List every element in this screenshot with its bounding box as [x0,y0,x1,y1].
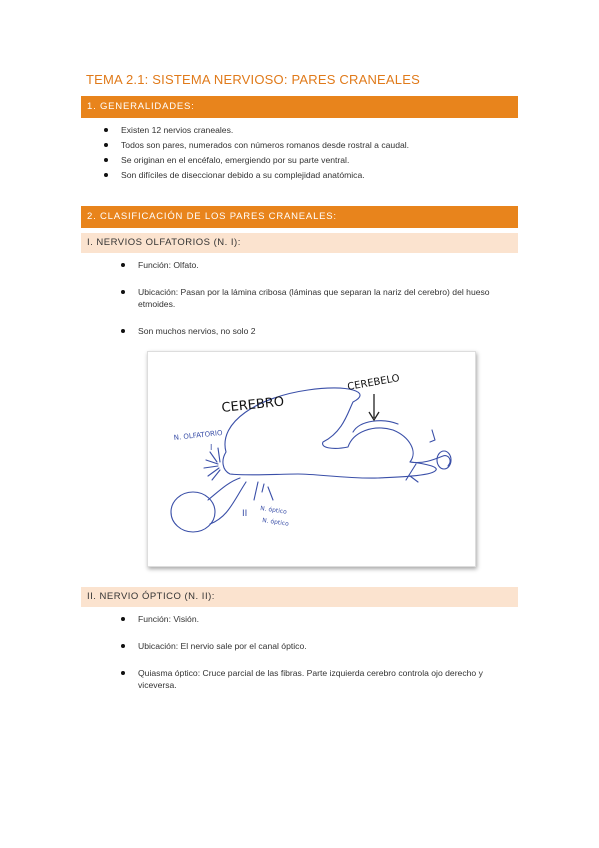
list-item: Son muchos nervios, no solo 2 [138,325,518,337]
optic-nerve [208,478,246,524]
section-heading-generalidades: 1. GENERALIDADES: [81,96,518,118]
page-title: TEMA 2.1: SISTEMA NERVIOSO: PARES CRANEALES [86,72,420,87]
olfactory-rays [204,452,220,480]
brain-sketch-figure [147,351,476,567]
eye-circle [171,492,215,532]
list-item: Son difíciles de diseccionar debido a su complejidad anatómica. [121,169,409,181]
label-cerebro: CEREBRO [220,394,285,416]
label-optico-2: N. óptico [261,517,290,528]
list-item: Ubicación: Pasan por la lámina cribosa (láminas que separan la nariz del cerebro) del hueso etmoides. [138,286,518,310]
label-olfatorio: N. OLFATORIO [173,428,223,442]
list-item: Ubicación: El nervio sale por el canal óptico. [138,640,518,652]
section-heading-clasificacion: 2. CLASIFICACIÓN DE LOS PARES CRANEALES: [81,206,518,228]
generalidades-list [121,124,409,184]
list-item: Todos son pares, numerados con números romanos desde rostral a caudal. [121,140,410,150]
label-cerebelo: CEREBELO [346,372,401,393]
cerebelo-arrow [369,394,379,420]
olfatorios-list [138,259,518,352]
label-roman-2: II [242,509,248,519]
right-oval [437,451,451,469]
list-item: Se originan en el encéfalo, emergiendo por su parte ventral. [121,154,409,166]
list-item: Función: Visión. [138,613,518,625]
list-item: Función: Olfato. [138,259,518,271]
optico-list [138,613,518,706]
list-item: Quiasma óptico: Cruce parcial de las fibras. Parte izquierda cerebro controla ojo derecho y viceversa. [138,667,518,691]
label-optico-1: N. óptico [259,505,288,516]
cerebellum-outline [353,421,398,432]
brain-sketch-drawing [148,352,475,566]
subheading-optico: II. NERVIO ÓPTICO (N. II): [81,587,518,607]
list-item: Existen 12 nervios craneales. [121,124,409,136]
subheading-olfatorios: I. NERVIOS OLFATORIOS (N. I): [81,233,518,253]
label-roman-1: I [210,443,213,452]
